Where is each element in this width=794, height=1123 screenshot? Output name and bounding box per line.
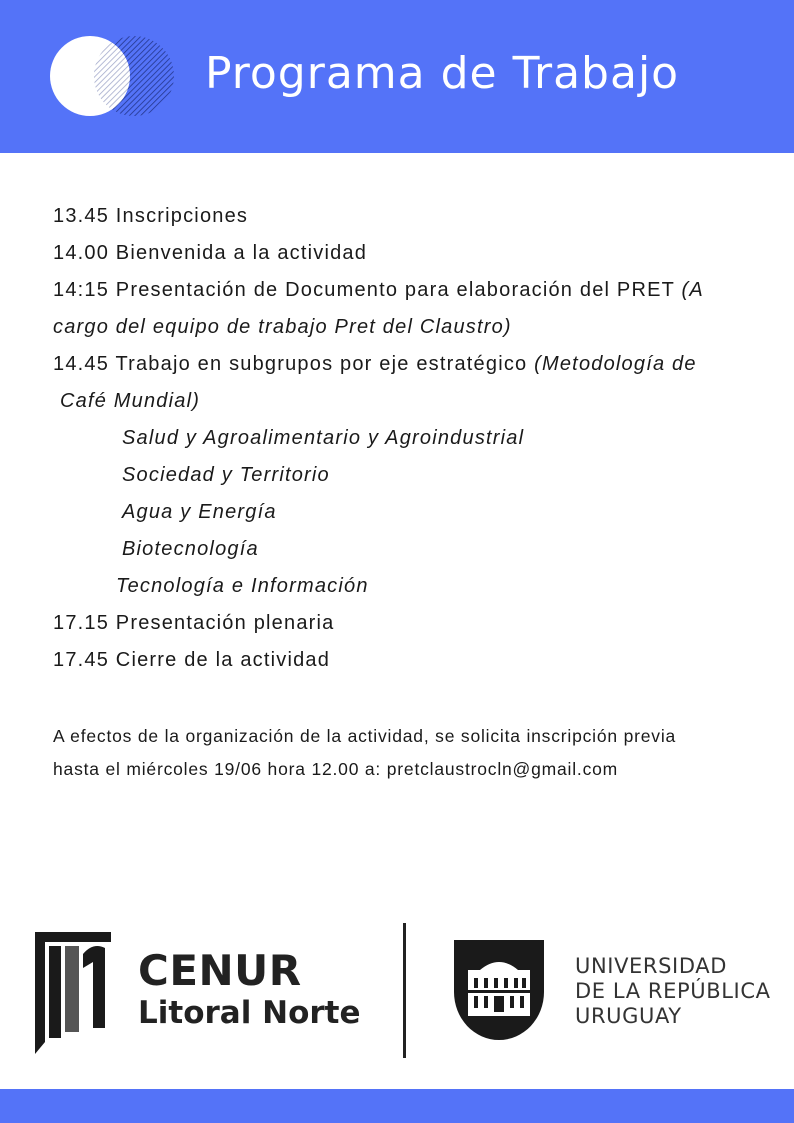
university-line: DE LA REPÚBLICA: [575, 979, 771, 1003]
two-overlapping-circles-icon: [50, 36, 176, 116]
cenur-wordmark: [138, 948, 361, 1032]
registration-note-line: hasta el miércoles 19/06 hora 12.00 a: pretclaustrocln@gmail.com: [53, 759, 619, 779]
schedule-item-note-continued: Café Mundial): [60, 390, 201, 412]
strategic-axis-item: Salud y Agroalimentario y Agroindustrial: [122, 427, 525, 449]
page-title: Programa de Trabajo: [205, 48, 680, 99]
university-seal-icon: [454, 940, 544, 1042]
cenur-logo-icon: [35, 932, 111, 1054]
schedule-list: [53, 198, 753, 679]
footer-logos: [0, 920, 794, 1065]
cenur-title: CENUR: [138, 946, 302, 995]
university-wordmark: [575, 954, 771, 1029]
header-banner: [0, 0, 794, 153]
schedule-item-note-continued: cargo del equipo de trabajo Pret del Claustro): [53, 316, 512, 338]
registration-note: [53, 720, 753, 786]
footer-bar: [0, 1089, 794, 1123]
cenur-subtitle: Litoral Norte: [138, 995, 361, 1031]
schedule-item: 13.45 Inscripciones: [53, 205, 249, 227]
registration-note-line: A efectos de la organización de la actividad, se solicita inscripción previa: [53, 726, 677, 746]
schedule-item: 17.45 Cierre de la actividad: [53, 649, 331, 671]
strategic-axis-item: Sociedad y Territorio: [122, 464, 330, 486]
schedule-item: [53, 346, 753, 383]
schedule-item: [53, 272, 753, 309]
university-line: URUGUAY: [575, 1004, 682, 1028]
university-line: UNIVERSIDAD: [575, 954, 727, 978]
schedule-item-note: (A: [681, 279, 704, 301]
strategic-axis-item: Agua y Energía: [122, 501, 277, 523]
schedule-item: 14.00 Bienvenida a la actividad: [53, 242, 368, 264]
schedule-item-text: 14:15 Presentación de Documento para elaboración del PRET: [53, 279, 682, 301]
strategic-axis-item: Biotecnología: [122, 538, 259, 560]
logo-divider: [403, 923, 406, 1058]
strategic-axis-item: Tecnología e Información: [116, 575, 369, 597]
schedule-item-note: (Metodología de: [534, 353, 697, 375]
schedule-item-text: 14.45 Trabajo en subgrupos por eje estratégico: [53, 353, 535, 375]
schedule-item: 17.15 Presentación plenaria: [53, 612, 335, 634]
